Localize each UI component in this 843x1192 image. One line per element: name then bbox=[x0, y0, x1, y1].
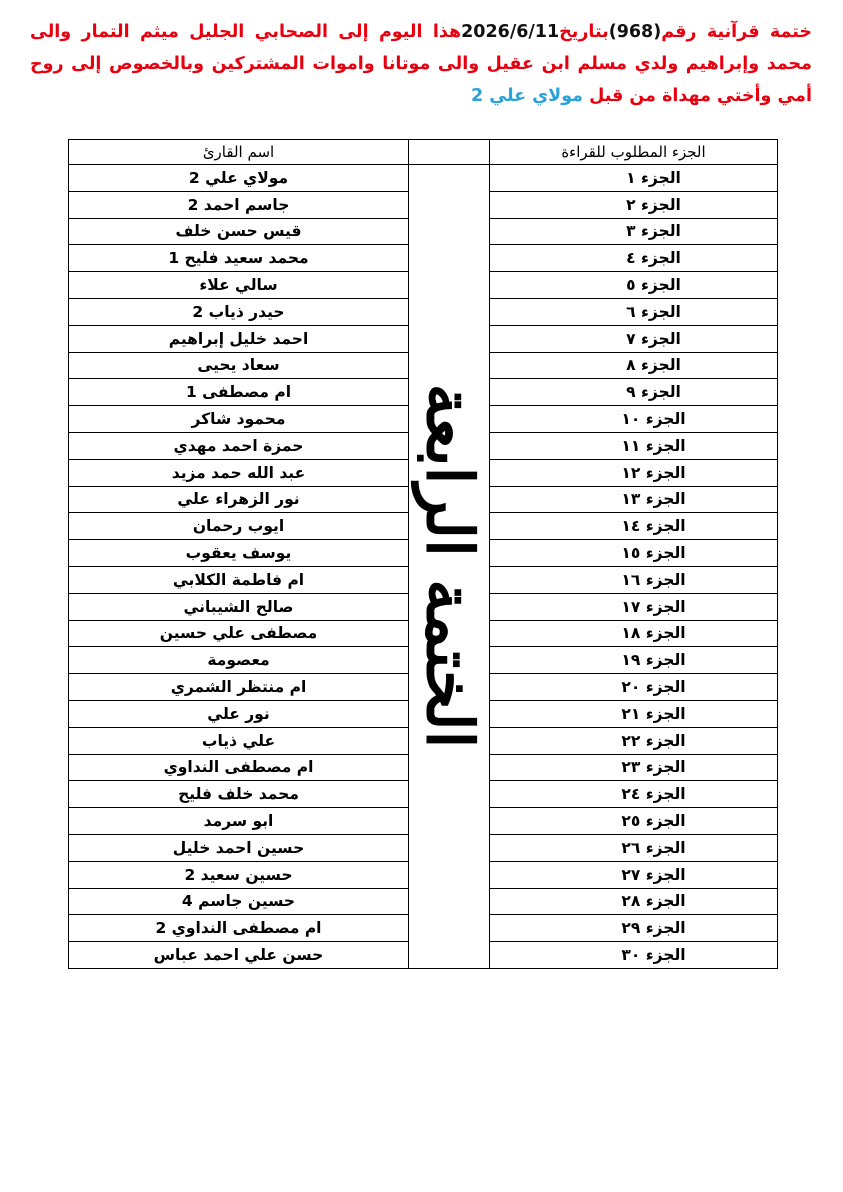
reader-name-cell: عبد الله حمد مزيد bbox=[69, 459, 409, 486]
part-cell: الجزء ٢١ bbox=[490, 700, 778, 727]
part-cell: الجزء ١٨ bbox=[490, 620, 778, 647]
reader-name-cell: قيس حسن خلف bbox=[69, 218, 409, 245]
part-cell: الجزء ٧ bbox=[490, 325, 778, 352]
table-header-row bbox=[69, 140, 778, 165]
part-cell: الجزء ٢٣ bbox=[490, 754, 778, 781]
reader-name-cell: صالح الشيباني bbox=[69, 593, 409, 620]
part-cell: الجزء ١٩ bbox=[490, 647, 778, 674]
khatma-date: 2026/6/11 bbox=[461, 22, 560, 42]
table-body bbox=[69, 165, 778, 969]
reader-name-cell: محمود شاكر bbox=[69, 406, 409, 433]
part-cell: الجزء ١ bbox=[490, 165, 778, 192]
header-date-label: بتاريخ bbox=[559, 22, 609, 42]
part-cell: الجزء ١٤ bbox=[490, 513, 778, 540]
reader-name-cell: مصطفى علي حسين bbox=[69, 620, 409, 647]
reader-name-cell: سعاد يحيى bbox=[69, 352, 409, 379]
part-cell: الجزء ٢٨ bbox=[490, 888, 778, 915]
reader-name-cell: احمد خليل إبراهيم bbox=[69, 325, 409, 352]
part-cell: الجزء ١٣ bbox=[490, 486, 778, 513]
part-cell: الجزء ٨ bbox=[490, 352, 778, 379]
part-cell: الجزء ٩ bbox=[490, 379, 778, 406]
part-cell: الجزء ٤ bbox=[490, 245, 778, 272]
khatma-table bbox=[68, 139, 778, 969]
header-intro: ختمة قرآنية رقم bbox=[661, 22, 812, 42]
reader-name-cell: ام مصطفى النداوي bbox=[69, 754, 409, 781]
part-cell: الجزء ٢٠ bbox=[490, 674, 778, 701]
part-cell: الجزء ٦ bbox=[490, 298, 778, 325]
header-dedication-text: هذا اليوم إلى الصحابي الجليل ميثم التمار والى محمد وإبراهيم ولدي مسلم ابن عقيل والى موتانا واموات المشتركين وبالخصوص إلى روح أمي وأختي مهداة من قبل bbox=[30, 22, 812, 106]
vertical-title-cell bbox=[409, 165, 490, 969]
reader-name-cell: علي ذياب bbox=[69, 727, 409, 754]
part-cell: الجزء ١١ bbox=[490, 432, 778, 459]
table-row bbox=[69, 165, 778, 192]
reader-name-cell: ابو سرمد bbox=[69, 808, 409, 835]
part-cell: الجزء ٢٧ bbox=[490, 861, 778, 888]
part-cell: الجزء ٢٩ bbox=[490, 915, 778, 942]
reader-name-cell: نور علي bbox=[69, 700, 409, 727]
part-cell: الجزء ٥ bbox=[490, 272, 778, 299]
reader-name-cell: ايوب رحمان bbox=[69, 513, 409, 540]
reader-name-cell: حسين سعيد 2 bbox=[69, 861, 409, 888]
part-cell: الجزء ٣ bbox=[490, 218, 778, 245]
part-cell: الجزء ١٥ bbox=[490, 540, 778, 567]
part-cell: الجزء ٣٠ bbox=[490, 942, 778, 969]
part-cell: الجزء ١٠ bbox=[490, 406, 778, 433]
reader-name-cell: محمد خلف فليح bbox=[69, 781, 409, 808]
reader-name-cell: حسن علي احمد عباس bbox=[69, 942, 409, 969]
khatma-number: (968) bbox=[608, 22, 662, 42]
reader-name-cell: ام فاطمة الكلابي bbox=[69, 566, 409, 593]
column-header-reader: اسم القارئ bbox=[69, 140, 409, 165]
part-cell: الجزء ١٢ bbox=[490, 459, 778, 486]
donor-name: مولاي علي 2 bbox=[470, 86, 584, 106]
column-header-middle bbox=[409, 140, 490, 165]
reader-name-cell: حسين جاسم 4 bbox=[69, 888, 409, 915]
column-header-part: الجزء المطلوب للقراءة bbox=[490, 140, 778, 165]
part-cell: الجزء ٢٢ bbox=[490, 727, 778, 754]
reader-name-cell: حسين احمد خليل bbox=[69, 834, 409, 861]
part-cell: الجزء ١٧ bbox=[490, 593, 778, 620]
reader-name-cell: ام مصطفى النداوي 2 bbox=[69, 915, 409, 942]
part-cell: الجزء ٢ bbox=[490, 191, 778, 218]
reader-name-cell: محمد سعيد فليح 1 bbox=[69, 245, 409, 272]
part-cell: الجزء ٢٥ bbox=[490, 808, 778, 835]
vertical-title: الختمة الرابعة bbox=[411, 384, 487, 749]
reader-name-cell: معصومة bbox=[69, 647, 409, 674]
part-cell: الجزء ١٦ bbox=[490, 566, 778, 593]
part-cell: الجزء ٢٦ bbox=[490, 834, 778, 861]
dedication-header bbox=[30, 16, 812, 112]
reader-name-cell: يوسف يعقوب bbox=[69, 540, 409, 567]
reader-name-cell: مولاي علي 2 bbox=[69, 165, 409, 192]
reader-name-cell: حمزة احمد مهدي bbox=[69, 432, 409, 459]
reader-name-cell: حيدر ذياب 2 bbox=[69, 298, 409, 325]
reader-name-cell: نور الزهراء علي bbox=[69, 486, 409, 513]
reader-name-cell: ام منتظر الشمري bbox=[69, 674, 409, 701]
reader-name-cell: سالي علاء bbox=[69, 272, 409, 299]
reader-name-cell: جاسم احمد 2 bbox=[69, 191, 409, 218]
reader-name-cell: ام مصطفى 1 bbox=[69, 379, 409, 406]
part-cell: الجزء ٢٤ bbox=[490, 781, 778, 808]
